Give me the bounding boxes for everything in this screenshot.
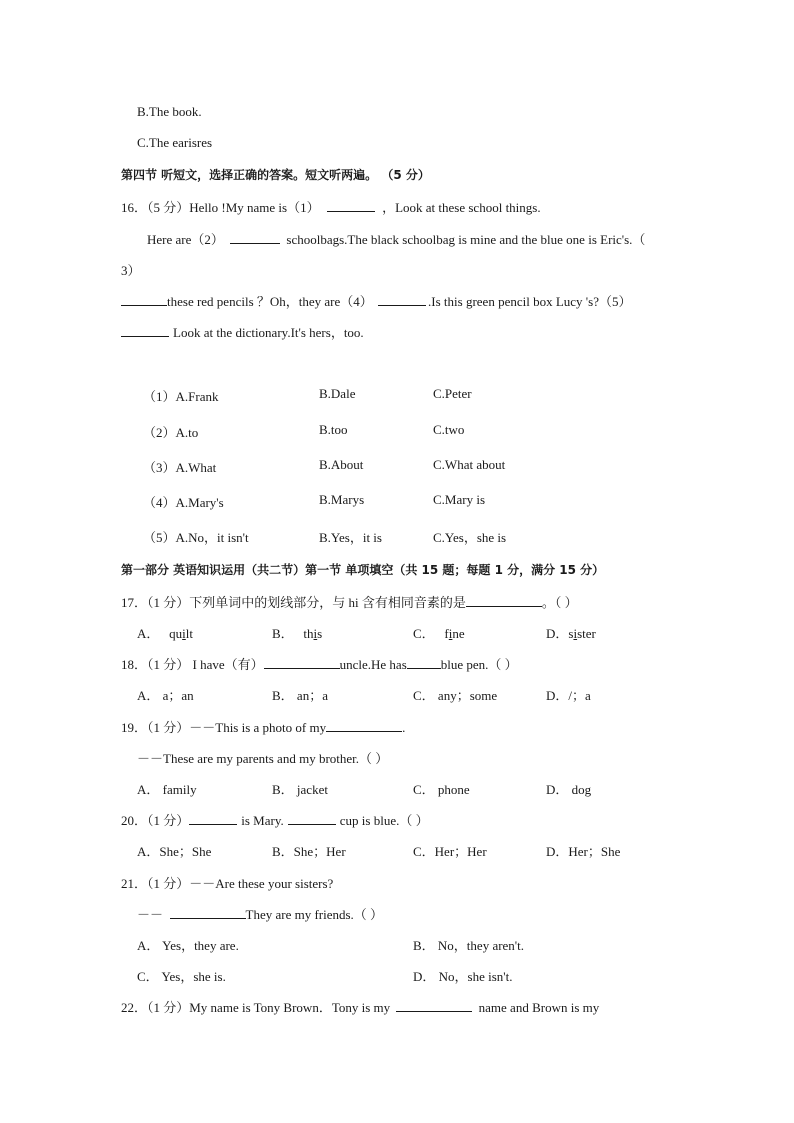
- q20-option-d: D．Her；She: [546, 844, 621, 859]
- choice-2-b: B.too: [319, 422, 348, 437]
- q18-option-d: D．/；a: [546, 688, 591, 703]
- q19-option-a: A． family: [137, 782, 197, 797]
- choice-5-c: C.Yes，she is: [433, 530, 507, 545]
- answer-blank-18b: [407, 656, 441, 669]
- choice-3-a: （3）A.What: [143, 460, 217, 475]
- q21-line2-a: －－: [137, 907, 164, 922]
- question-20-stem: [121, 810, 429, 829]
- answer-blank-5: [121, 324, 169, 337]
- q22-stem-a: 22．（1 分）My name is Tony Brown．Tony is my: [121, 1000, 391, 1015]
- q17-b-pre: th: [303, 626, 314, 641]
- q19-option-c: C． phone: [413, 782, 470, 797]
- q18-option-b: B． an；a: [272, 688, 328, 703]
- q20-stem-a: 20．（1 分）: [121, 813, 190, 828]
- q20-option-b: B．She；Her: [272, 844, 346, 859]
- choice-4-b: B.Marys: [319, 492, 365, 507]
- q17-c-pre: f: [444, 626, 449, 641]
- q21-option-c: C． Yes，she is.: [137, 969, 226, 984]
- q21-line2: [137, 904, 383, 923]
- question-16-line4: [121, 291, 631, 310]
- question-16-line2: [147, 229, 645, 248]
- choice-1-b: B.Dale: [319, 386, 356, 401]
- q17-option-a: [137, 623, 193, 642]
- answer-blank-20b: [288, 812, 336, 825]
- answer-blank-4: [378, 293, 426, 306]
- answer-blank-21: [170, 906, 246, 919]
- q20-option-c: C．Her；Her: [413, 844, 487, 859]
- part-1-header: 第一部分 英语知识运用（共二节）第一节 单项填空（共 15 题；每题 1 分，满分 15 分）: [121, 563, 605, 577]
- answer-blank-22: [396, 999, 472, 1012]
- question-21-stem: 21．（1 分）－－Are these your sisters?: [121, 876, 334, 891]
- q20-stem-c: cup is blue.（ ）: [339, 813, 429, 828]
- q21-option-d: D． No，she isn't.: [413, 969, 513, 984]
- q17-d-pre: s: [568, 626, 574, 641]
- q16-line5-b: Look at the dictionary.It's hers，too.: [173, 325, 364, 340]
- choice-4-c: C.Mary is: [433, 492, 485, 507]
- q16-lead: 16．（5 分）Hello !My name is（1）: [121, 200, 320, 215]
- q16-line2-a: Here are（2）: [147, 232, 224, 247]
- choice-4-a: （4）A.Mary's: [143, 495, 224, 510]
- answer-blank-19: [326, 719, 402, 732]
- q22-stem-b: name and Brown is my: [478, 1000, 600, 1015]
- q17-a-label: A．: [137, 626, 160, 641]
- q18-stem-c: blue pen.（ ）: [440, 657, 518, 672]
- q18-stem-a: 18．（1 分） I have（有）: [121, 657, 264, 672]
- q19-stem-b: .: [402, 720, 406, 735]
- q17-c-label: C．: [413, 626, 435, 641]
- choice-1-a: （1）A.Frank: [143, 389, 219, 404]
- q16-line2-b: schoolbags.The black schoolbag is mine and the blue one is Eric's.（: [286, 232, 646, 247]
- q17-a-underlined: i: [182, 626, 186, 641]
- answer-blank-20a: [189, 812, 237, 825]
- q18-option-c: C． any；some: [413, 688, 498, 703]
- section-4-header: 第四节 听短文，选择正确的答案。短文听两遍。 （5 分）: [121, 168, 430, 182]
- q19-option-d: D． dog: [546, 782, 592, 797]
- q20-stem-b: is Mary.: [241, 813, 284, 828]
- answer-blank-1: [327, 199, 375, 212]
- question-18-stem: [121, 654, 518, 673]
- q16-line3: 3）: [121, 263, 141, 278]
- answer-blank-3: [121, 293, 167, 306]
- q17-stem-a: 17．（1 分）下列单词中的划线部分，与 hi 含有相同音素的是: [121, 595, 466, 610]
- question-19-stem: [121, 717, 405, 736]
- q16-lead-tail: ，Look at these school things.: [382, 200, 541, 215]
- choice-3-c: C.What about: [433, 457, 506, 472]
- option-c-text: C.The earisres: [137, 135, 213, 150]
- question-16-line1: [121, 197, 541, 216]
- q17-d-post: ster: [577, 626, 596, 641]
- q16-line4-c: .Is this green pencil box Lucy 's?（5）: [428, 294, 632, 309]
- q17-option-b: [272, 623, 322, 642]
- choice-5-b: B.Yes，it is: [319, 530, 382, 545]
- choice-2-a: （2）A.to: [143, 425, 199, 440]
- answer-blank-17: [466, 594, 542, 607]
- q17-b-post: s: [317, 626, 323, 641]
- q21-option-a: A． Yes，they are.: [137, 938, 239, 953]
- q17-a-post: lt: [185, 626, 193, 641]
- q17-a-pre: qu: [169, 626, 183, 641]
- answer-blank-18a: [264, 656, 340, 669]
- q19-option-b: B． jacket: [272, 782, 328, 797]
- q17-b-underlined: i: [313, 626, 318, 641]
- q17-b-label: B．: [272, 626, 294, 641]
- q21-line2-b: They are my friends.（ ）: [245, 907, 384, 922]
- question-22-stem: [121, 997, 599, 1016]
- q17-c-post: ne: [452, 626, 465, 641]
- answer-blank-2: [230, 231, 280, 244]
- choice-3-b: B.About: [319, 457, 364, 472]
- q17-c-underlined: i: [448, 626, 453, 641]
- choice-2-c: C.two: [433, 422, 465, 437]
- question-16-line5: [121, 322, 364, 341]
- q19-line2: －－These are my parents and my brother.（ ）: [137, 751, 389, 766]
- q21-option-b: B． No，they aren't.: [413, 938, 525, 953]
- q20-option-a: A．She；She: [137, 844, 212, 859]
- option-b-text: B.The book.: [137, 104, 202, 119]
- q17-stem-b: 。（ ）: [541, 595, 578, 610]
- q19-stem-a: 19．（1 分）－－This is a photo of my: [121, 720, 327, 735]
- q17-d-label: D．: [546, 626, 569, 641]
- q18-stem-b: uncle.He has: [339, 657, 407, 672]
- q16-line4-b: these red pencils ？Oh，they are（4）: [167, 294, 373, 309]
- q17-d-underlined: i: [573, 626, 578, 641]
- q17-option-d: [546, 623, 596, 642]
- choice-1-c: C.Peter: [433, 386, 472, 401]
- question-17-stem: [121, 592, 578, 611]
- q17-option-c: [413, 623, 465, 642]
- q18-option-a: A． a；an: [137, 688, 194, 703]
- choice-5-a: （5）A.No，it isn't: [143, 530, 249, 545]
